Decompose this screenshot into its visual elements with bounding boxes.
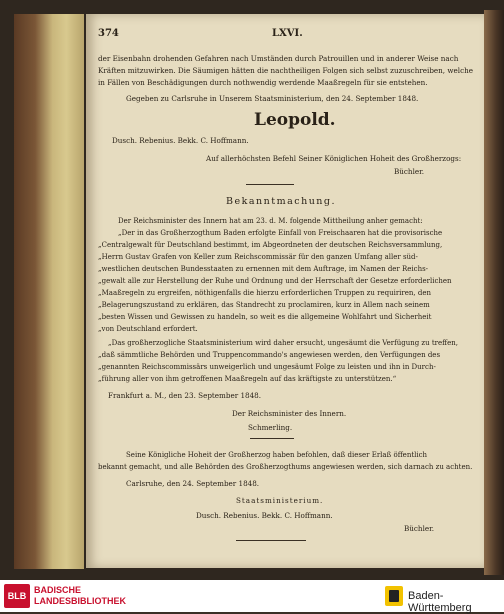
minister-name: Schmerling. bbox=[248, 423, 293, 432]
notice-line: „Maaßregeln zu ergreifen, nöthigenfalls die hierzu erforderlichen Truppen zu requiriren, den bbox=[98, 289, 431, 297]
book-right-edge bbox=[484, 10, 504, 575]
minister-title: Der Reichsminister des Innern. bbox=[232, 409, 347, 418]
bw-crest-icon bbox=[385, 586, 403, 606]
resolution-line: Seine Königliche Hoheit der Großherzog haben befohlen, daß dieser Erlaß öffentlich bbox=[126, 451, 428, 459]
notice-line: „von Deutschland erfordert. bbox=[98, 325, 198, 333]
document-page bbox=[86, 14, 484, 568]
notice-line: Der Reichsminister des Innern hat am 23. d. M. folgende Mittheilung anher gemacht: bbox=[118, 217, 423, 225]
blb-name-line1: BADISCHE bbox=[34, 585, 82, 595]
notice-line: „besten Wissen und Gewissen zu handeln, so weit es die allgemeine Wohlfahrt und Sicherheit bbox=[98, 313, 432, 321]
resolution-line: bekannt gemacht, und alle Behörden des Großherzogthums angewiesen werden, sich darnach zu achten. bbox=[98, 463, 473, 471]
text-line: in Fällen von Beschädigungen durch nothwendig werdende Maaßregeln für sie entstehen. bbox=[98, 78, 428, 87]
blb-logo-icon[interactable]: BLB bbox=[4, 584, 30, 608]
order-signatory: Büchler. bbox=[394, 167, 425, 176]
notice-line: „Das großherzogliche Staatsministerium wird daher ersucht, ungesäumt die Verfügung zu treffen, bbox=[108, 339, 458, 347]
page-number: 374 bbox=[98, 28, 119, 39]
ministry-signatories: Dusch. Rebenius. Bekk. C. Hoffmann. bbox=[196, 511, 333, 520]
section-roman-numeral: LXVI. bbox=[272, 28, 303, 39]
blb-name[interactable] bbox=[34, 585, 126, 607]
text-line: Kräften mitzuwirken. Die Säumigen hätten die nachtheiligen Folgen sich selbst zuzuschreiben, welche bbox=[98, 66, 473, 75]
order-line: Auf allerhöchsten Befehl Seiner Königlichen Hoheit des Großherzogs: bbox=[206, 154, 462, 163]
divider bbox=[246, 184, 294, 185]
signatories: Dusch. Rebenius. Bekk. C. Hoffmann. bbox=[112, 136, 249, 145]
footer-bar bbox=[0, 580, 504, 612]
divider bbox=[250, 438, 294, 439]
notice-line: „Der in das Großherzogthum Baden erfolgte Einfall von Freischaaren hat die provisorische bbox=[118, 229, 443, 237]
ruler-signature: Leopold. bbox=[254, 110, 336, 130]
notice-title: Bekanntmachung. bbox=[226, 196, 337, 207]
closing-rule bbox=[236, 540, 306, 541]
ministry-title: Staatsministerium. bbox=[236, 496, 324, 505]
carlsruhe-date-line: Carlsruhe, den 24. September 1848. bbox=[126, 479, 260, 488]
notice-line: „daß sämmtliche Behörden und Truppencommando's angewiesen werden, den Verfügungen des bbox=[98, 351, 441, 359]
book-page-edges bbox=[14, 14, 84, 569]
notice-line: „genannten Reichscommissärs unweigerlich und ungesäumt Folge zu leisten und ihn in Durch- bbox=[98, 363, 436, 371]
frankfurt-date-line: Frankfurt a. M., den 23. September 1848. bbox=[108, 391, 262, 400]
bw-name[interactable]: Baden-Württemberg bbox=[408, 590, 472, 614]
notice-line: „gewalt alle zur Herstellung der Ruhe und Ordnung und der Herrschaft der Gesetze erforderlichen bbox=[98, 277, 452, 285]
text-line: der Eisenbahn drohenden Gefahren nach Umständen durch Patrouillen und in anderer Weise nach bbox=[98, 54, 459, 63]
notice-line: „führung aller von ihm getroffenen Maaßregeln auf das kräftigste zu unterstützen.“ bbox=[98, 375, 397, 383]
notice-line: „westlichen deutschen Bundesstaaten zu ernennen mit dem Auftrage, im Namen der Reichs- bbox=[98, 265, 429, 273]
notice-line: „Belagerungszustand zu erklären, das Standrecht zu proclamiren, kurz in Allem nach seinem bbox=[98, 301, 430, 309]
notice-line: „Centralgewalt für Deutschland bestimmt, im Abgeordneten der deutschen Reichsversammlung, bbox=[98, 241, 443, 249]
given-line: Gegeben zu Carlsruhe in Unserem Staatsministerium, den 24. September 1848. bbox=[126, 94, 419, 103]
notice-line: „Herrn Gustav Grafen von Keller zum Reichscommissär für den ganzen Umfang aller süd- bbox=[98, 253, 418, 261]
blb-name-line2: LANDESBIBLIOTHEK bbox=[34, 596, 126, 606]
ministry-signatory: Büchler. bbox=[404, 524, 435, 533]
